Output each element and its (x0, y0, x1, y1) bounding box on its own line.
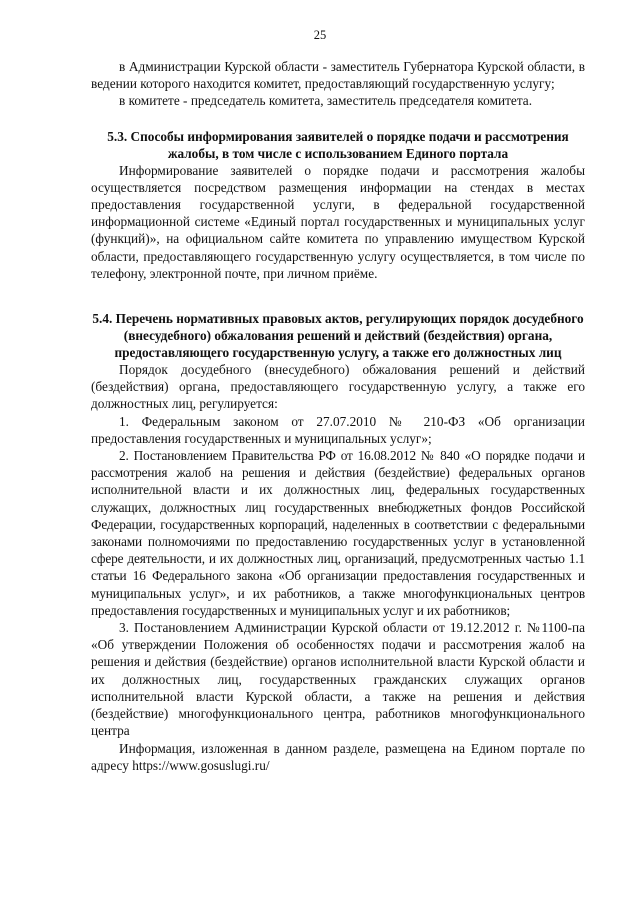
page-number: 25 (313, 28, 327, 42)
section-5-3-body: Информирование заявителей о порядке подачи и рассмотрения жалобы осуществляется посредством размещения информации на стендах в местах предоставления государственной услуги, в федеральной государственной информационной системе «Единый портал государственных и муниципальных услуг (функций)», на официальном сайте комитета по управлению имуществом Курской области, предоставляющего государственную услугу осуществляется, в том числе по телефону, электронной почте, при личном приёме. (91, 162, 585, 281)
paragraph-committee: в комитете - председатель комитета, заместитель председателя комитета. (119, 93, 533, 109)
page-content (91, 58, 585, 774)
list-item: 3. Постановлением Администрации Курской области от 19.12.2012 г. №1100-па «Об утверждении Положения об особенностях подачи и рассмотрения жалоб на решения и действия (бездействие) органов исполнительной власти Курской области и их должностных лиц, государственных гражданских служащих органов исполнительной власти Курской области, а также на решения и действия (бездействие) многофункционального центра, работников многофункционального центра (91, 620, 585, 739)
spacer (91, 110, 585, 128)
section-5-4-heading: 5.4. Перечень нормативных правовых актов, регулирующих порядок досудебного (внесудебного) обжалования решений и действий (бездействия) органа, предоставляющего государственную услугу, а также его должностных лиц (92, 311, 584, 361)
closing-paragraph: Информация, изложенная в данном разделе, размещена на Едином портале по адресу https://www.gosuslugi.ru/ (91, 740, 585, 773)
section-5-4-intro: Порядок досудебного (внесудебного) обжалования решений и действий (бездействия) органа, предоставляющего государственную услугу, а также его должностных лиц, регулируется: (91, 362, 585, 412)
section-5-3-heading: 5.3. Способы информирования заявителей о порядке подачи и рассмотрения жалобы, в том числе с использованием Единого портала (107, 128, 569, 161)
paragraph-administration: в Администрации Курской области - заместитель Губернатора Курской области, в ведении которого находится комитет, предоставляющий государственную услугу; (91, 59, 585, 92)
spacer (91, 282, 585, 310)
list-item: 2. Постановлением Правительства РФ от 16.08.2012 № 840 «О порядке подачи и рассмотрения жалоб на решения и действия (бездействие) федеральных органов исполнительной власти и их должностных лиц, федеральных государственных служащих, должностных лиц государственных внебюджетных фондов Российской Федерации, государственных корпораций, наделенных в соответствии с федеральными законами полномочиями по предоставлению государственных услуг в установленной сфере деятельности, и их должностных лиц, организаций, предусмотренных частью 1.1 статьи 16 Федерального закона «Об организации предоставления государственных и муниципальных услуг», и их работников, а также многофункциональных центров предоставления государственных и муниципальных услуг и их работников; (91, 448, 585, 618)
list-item: 1. Федеральным законом от 27.07.2010 № 210-ФЗ «Об организации предоставления государственных и муниципальных услуг»; (91, 413, 585, 446)
